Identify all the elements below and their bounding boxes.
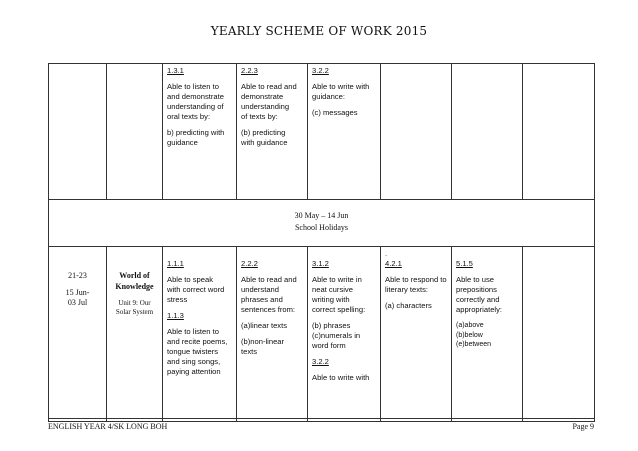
holiday-label: School Holidays [294, 222, 349, 232]
skill-subitem: with guidance [241, 138, 288, 148]
skill-text: phrases and [241, 295, 283, 305]
skill-subitem: (b) predicting [241, 128, 286, 138]
skill-text: of texts by: [241, 112, 278, 122]
skill-code: 1.3.1 [167, 66, 184, 75]
table-row [49, 64, 595, 200]
week-dates: 03 Jul [67, 298, 88, 308]
skill-text: correctly and [456, 295, 500, 305]
skill-text: prepositions [456, 285, 497, 295]
skill-subitem: (c)numerals in [312, 331, 361, 341]
skill-text: understanding [241, 102, 290, 112]
skill-text: appropriately: [456, 305, 503, 315]
theme-title: Knowledge [115, 281, 154, 291]
skill-text: and recite poems, [167, 337, 228, 347]
skill-text: Able to respond to [385, 275, 447, 285]
skill-code: 2.2.3 [241, 66, 258, 75]
skill-code: 2.2.2 [241, 259, 258, 268]
skill-subitem: (a) characters [385, 301, 432, 311]
skill-text: oral texts by: [167, 112, 211, 122]
page-footer [48, 418, 594, 431]
listening-cell [163, 247, 237, 422]
skill-subitem: (b)below [456, 331, 483, 339]
skill-text: Able to speak [167, 275, 214, 285]
notes-cell [523, 64, 595, 200]
unit-title: Solar System [115, 308, 154, 317]
week-dates: 15 Jun- [65, 287, 90, 297]
skill-text: Able to listen to [167, 82, 219, 92]
writing-cell [308, 64, 381, 200]
skill-subitem: (c) messages [312, 108, 358, 118]
writing-cell [308, 247, 381, 422]
skill-text: neat cursive [312, 285, 353, 295]
skill-subitem: (a)linear texts [241, 321, 288, 331]
skill-subitem: b) predicting with [167, 128, 225, 138]
skill-text: and demonstrate [167, 92, 224, 102]
skill-text: demonstrate [241, 92, 284, 102]
skill-text: Able to write with [312, 373, 370, 383]
skill-code: 4.2.1 [385, 259, 402, 268]
skill-text: understand [241, 285, 279, 295]
week-cell [49, 64, 107, 200]
skill-text: and sing songs, [167, 357, 221, 367]
theme-title: World of [119, 271, 150, 280]
skill-subitem: (e)between [456, 340, 492, 348]
skill-code: 1.1.1 [167, 259, 184, 268]
skill-text: with correct word [167, 285, 225, 295]
listening-cell [163, 64, 237, 200]
skill-text: guidance: [312, 92, 345, 102]
week-number: 21-23 [68, 271, 87, 280]
theme-cell [107, 64, 163, 200]
skill-subitem: word form [312, 341, 346, 351]
skill-text: Able to write in [312, 275, 362, 285]
grammar-cell [452, 247, 523, 422]
skill-text: paying attention [167, 367, 221, 377]
skill-text: literary texts: [385, 285, 429, 295]
skill-text: sentences from: [241, 305, 296, 315]
skill-text: Able to read and [241, 275, 297, 285]
page-title: YEARLY SCHEME OF WORK 2015 [210, 24, 428, 38]
skill-code: 3.1.2 [312, 259, 329, 268]
mark: . [385, 249, 388, 258]
skill-subitem: (b) phrases [312, 321, 351, 331]
skill-text: stress [167, 295, 188, 305]
skill-text: Able to read and [241, 82, 297, 92]
skill-subitem: texts [241, 347, 258, 357]
theme-cell [107, 247, 163, 422]
skill-code: 5.1.5 [456, 259, 473, 268]
week-cell [49, 247, 107, 422]
page-number: Page 9 [572, 422, 594, 431]
skill-text: correct spelling: [312, 305, 366, 315]
literature-cell [381, 64, 452, 200]
unit-title: Unit 9: Our [118, 298, 151, 307]
skill-subitem: (a)above [456, 322, 484, 330]
holiday-dates: 30 May – 14 Jun [294, 211, 349, 220]
scheme-table [48, 63, 595, 422]
table-row [49, 247, 595, 422]
skill-text: Able to use [456, 275, 494, 285]
table-row [49, 200, 595, 247]
reading-cell [237, 247, 308, 422]
reading-cell [237, 64, 308, 200]
skill-text: understanding of [167, 102, 224, 112]
skill-code: 3.2.2 [312, 357, 329, 367]
skill-subitem: guidance [167, 138, 198, 148]
notes-cell [523, 247, 595, 422]
footer-text: ENGLISH YEAR 4/SK LONG BOH [48, 422, 168, 431]
holiday-cell [49, 200, 595, 247]
skill-subitem: (b)non-linear [241, 337, 285, 347]
skill-text: Able to write with [312, 82, 370, 92]
skill-text: tongue twisters [167, 347, 219, 357]
skill-text: writing with [312, 295, 350, 305]
grammar-cell [452, 64, 523, 200]
literature-cell [381, 247, 452, 422]
skill-code: 3.2.2 [312, 66, 329, 75]
skill-code: 1.1.3 [167, 311, 184, 321]
skill-text: Able to listen to [167, 327, 219, 337]
